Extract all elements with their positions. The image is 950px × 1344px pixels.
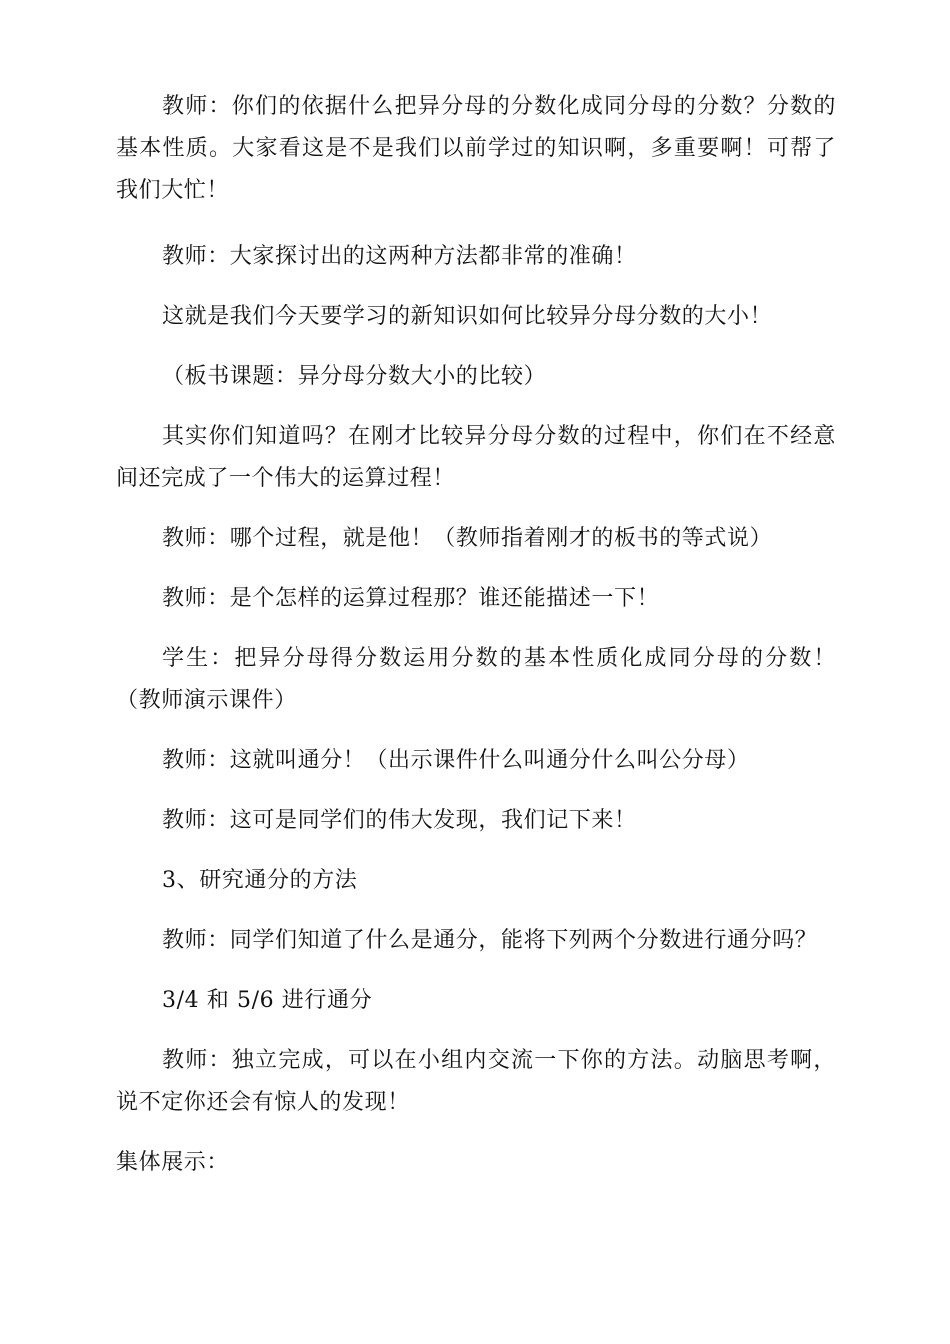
paragraph-8: 学生：把异分母得分数运用分数的基本性质化成同分母的分数！（教师演示课件）: [116, 646, 836, 713]
paragraph-5: 其实你们知道吗？在刚才比较异分母分数的过程中，你们在不经意间还完成了一个伟大的运算过程！: [116, 424, 836, 491]
paragraph-15: 集体展示：: [116, 1150, 230, 1175]
paragraph-3: 这就是我们今天要学习的新知识如何比较异分母分数的大小！: [162, 304, 773, 329]
section-heading: 3、研究通分的方法: [162, 868, 358, 893]
paragraph-6: 教师：哪个过程，就是他！（教师指着刚才的板书的等式说）: [162, 526, 773, 551]
paragraph-1: 教师：你们的依据什么把异分母的分数化成同分母的分数？分数的基本性质。大家看这是不是我们以前学过的知识啊，多重要啊！可帮了我们大忙！: [116, 94, 836, 203]
paragraph-9: 教师：这就叫通分！（出示课件什么叫通分什么叫公分母）: [162, 748, 750, 773]
paragraph-2: 教师：大家探讨出的这两种方法都非常的准确！: [162, 244, 637, 269]
paragraph-12: 教师：同学们知道了什么是通分，能将下列两个分数进行通分吗？: [162, 928, 818, 953]
paragraph-4: （板书课题：异分母分数大小的比较）: [162, 364, 547, 389]
paragraph-13: 3/4 和 5/6 进行通分: [162, 988, 373, 1013]
paragraph-10: 教师：这可是同学们的伟大发现，我们记下来！: [162, 808, 637, 833]
paragraph-14: 教师：独立完成，可以在小组内交流一下你的方法。动脑思考啊，说不定你还会有惊人的发现！: [116, 1048, 836, 1115]
paragraph-7: 教师：是个怎样的运算过程那？谁还能描述一下！: [162, 586, 660, 611]
